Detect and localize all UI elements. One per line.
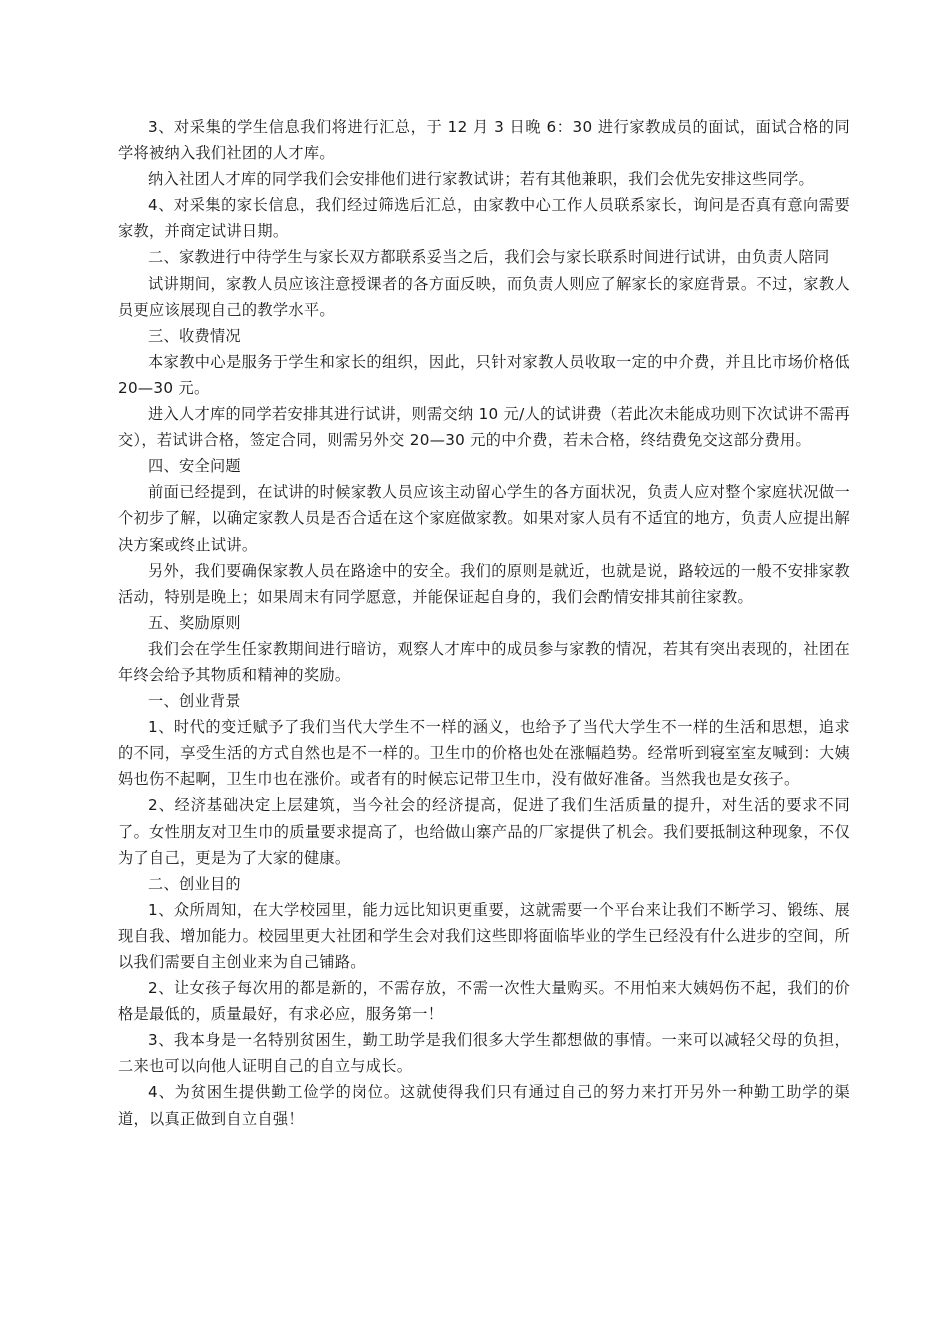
paragraph-15: 1、时代的变迁赋予了我们当代大学生不一样的涵义，也给予了当代大学生不一样的生活和思想，追求的不同，享受生活的方式自然也是不一样的。卫生巾的价格也处在涨幅趋势。经常听到寝室室友喊到：大姨妈也伤不起啊，卫生巾也在涨价。或者有的时候忘记带卫生巾，没有做好准备。当然我也是女孩子。 (118, 718, 850, 789)
paragraph-21: 4、为贫困生提供勤工俭学的岗位。这就使得我们只有通过自己的努力来打开另外一种勤工助学的渠道，以真正做到自立自强！ (118, 1083, 850, 1128)
document-body (118, 114, 850, 1132)
section-heading-purpose: 二、创业目的 (148, 874, 241, 893)
paragraph-1: 3、对采集的学生信息我们将进行汇总，于 12 月 3 日晚 6：30 进行家教成员的面试，面试合格的同学将被纳入我们社团的人才库。 (118, 118, 850, 163)
paragraph-18: 1、众所周知，在大学校园里，能力远比知识更重要，这就需要一个平台来让我们不断学习、锻练、展现自我、增加能力。校园里更大社团和学生会对我们这些即将面临毕业的学生已经没有什么进步的空间，所以我们需要自主创业来为自己铺路。 (118, 900, 850, 971)
section-heading-fees: 三、收费情况 (148, 326, 241, 345)
section-heading-safety: 四、安全问题 (148, 457, 241, 476)
paragraph-19: 2、让女孩子每次用的都是新的，不需存放，不需一次性大量购买。不用怕来大姨妈伤不起，我们的价格是最低的，质量最好，有求必应，服务第一！ (118, 979, 850, 1024)
paragraph-13: 我们会在学生任家教期间进行暗访，观察人才库中的成员参与家教的情况，若其有突出表现的，社团在年终会给予其物质和精神的奖励。 (118, 639, 850, 684)
paragraph-7: 本家教中心是服务于学生和家长的组织，因此，只针对家教人员收取一定的中介费，并且比市场价格低 20—30 元。 (118, 352, 850, 397)
section-heading-background: 一、创业背景 (148, 692, 241, 711)
paragraph-5: 试讲期间，家教人员应该注意授课者的各方面反映，而负责人则应了解家长的家庭背景。不过，家教人员更应该展现自己的教学水平。 (118, 274, 850, 319)
paragraph-10: 前面已经提到，在试讲的时候家教人员应该主动留心学生的各方面状况，负责人应对整个家庭状况做一个初步了解，以确定家教人员是否合适在这个家庭做家教。如果对家人员有不适宜的地方，负责人应提出解决方案或终止试讲。 (118, 483, 850, 554)
paragraph-11: 另外，我们要确保家教人员在路途中的安全。我们的原则是就近，也就是说，路较远的一般不安排家教活动，特别是晚上；如果周末有同学愿意，并能保证起自身的，我们会酌情安排其前往家教。 (118, 561, 850, 606)
paragraph-4: 二、家教进行中待学生与家长双方都联系妥当之后，我们会与家长联系时间进行试讲，由负责人陪同 (148, 248, 830, 267)
paragraph-2: 纳入社团人才库的同学我们会安排他们进行家教试讲；若有其他兼职，我们会优先安排这些同学。 (148, 170, 814, 189)
paragraph-8: 进入人才库的同学若安排其进行试讲，则需交纳 10 元/人的试讲费（若此次未能成功则下次试讲不需再交），若试讲合格，签定合同，则需另外交 20—30 元的中介费，若未合格，终结费免交这部分费用。 (118, 405, 850, 450)
section-heading-rewards: 五、奖励原则 (148, 613, 241, 632)
paragraph-16: 2、经济基础决定上层建筑，当今社会的经济提高，促进了我们生活质量的提升，对生活的要求不同了。女性朋友对卫生巾的质量要求提高了，也给做山寨产品的厂家提供了机会。我们要抵制这种现象，不仅为了自己，更是为了大家的健康。 (118, 796, 850, 867)
paragraph-20: 3、我本身是一名特别贫困生，勤工助学是我们很多大学生都想做的事情。一来可以减轻父母的负担，二来也可以向他人证明自己的自立与成长。 (118, 1031, 850, 1076)
paragraph-3: 4、对采集的家长信息，我们经过筛选后汇总，由家教中心工作人员联系家长，询问是否真有意向需要家教，并商定试讲日期。 (118, 196, 850, 241)
